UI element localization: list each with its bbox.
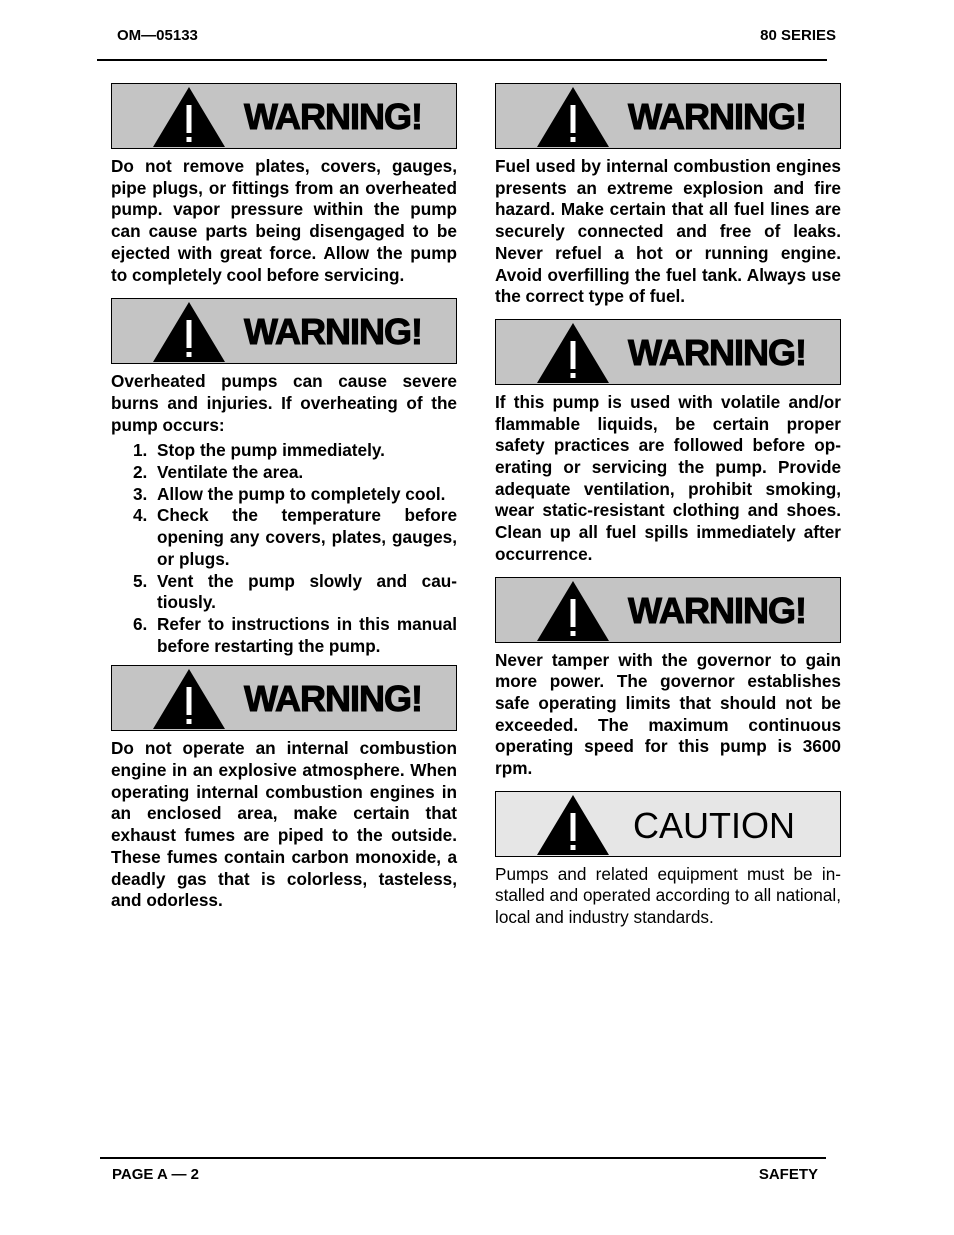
list-item xyxy=(111,462,457,484)
warning-triangle-icon xyxy=(152,301,226,363)
warning-text: Overheated pumps can cause severe burns and injuries. If overheating of the pump occurs: xyxy=(111,371,457,435)
header-doc-number: OM—05133 xyxy=(117,27,198,44)
sign-title: WARNING! xyxy=(628,96,806,137)
step-number: 3. xyxy=(133,483,148,504)
sign-title: WARNING! xyxy=(244,96,422,137)
warning-sign xyxy=(495,319,841,385)
warning-text: Never tamper with the governor to gain more power. The governor establishes safe operating limits that should not be exceeded. The maximum continuous operating speed for this pump is 3600 rpm. xyxy=(495,649,841,779)
step-text: Check the temperature before opening any covers, plates, gauges, or plugs. xyxy=(157,505,457,569)
caution-text: Pumps and related equipment must be installed and operated according to all national, local and industry standards. xyxy=(495,863,841,928)
warning-triangle-icon xyxy=(152,668,226,730)
step-text: Ventilate the area. xyxy=(157,462,304,483)
list-item xyxy=(111,484,457,506)
warning-text: If this pump is used with volatile and/or flammable liquids, be certain proper safety practices are followed before operating or servicing the pump. Provide adequate ventilation, prohibit smoking, wear static-resistant clothing and shoes. Clean up all fuel spills immediately after occurrence. xyxy=(495,391,841,564)
sign-title: CAUTION xyxy=(633,804,795,846)
footer-section: SAFETY xyxy=(758,1166,818,1183)
warning-sign xyxy=(111,298,457,364)
warning-triangle-icon xyxy=(536,322,610,384)
warning-sign xyxy=(495,577,841,643)
right-column xyxy=(495,83,841,929)
list-item xyxy=(111,571,457,614)
warning-text: Do not operate an internal combustion engine in an explosive atmosphere. When operating internal combustion engines in an enclosed area, make certain that exhaust fumes are piped to the outside. These fumes contain carbon monoxide, a deadly gas that is colorless, tasteless, and odorless. xyxy=(111,738,457,911)
warning-sign xyxy=(111,83,457,149)
warning-triangle-icon xyxy=(536,580,610,642)
caution-sign xyxy=(495,791,841,857)
warning-text: Fuel used by internal combustion engines presents an extreme explosion and fire hazard. Make certain that all fuel lines are securely connected and free of leaks. Never refuel a hot or running engine. Avoid overfilling the fuel tank. Always use the correct type of fuel. xyxy=(495,156,841,307)
warning-text: Do not remove plates, covers, gauges, pipe plugs, or fittings from an overheated pump. vapor pressure within the pump can cause parts being disengaged to be ejected with great force. Allow the pump to completely cool before servicing. xyxy=(111,156,457,285)
list-item xyxy=(111,614,457,657)
left-column xyxy=(111,83,457,912)
list-item xyxy=(111,505,457,570)
sign-title: WARNING! xyxy=(628,331,806,373)
list-item xyxy=(111,440,457,462)
sign-title: WARNING! xyxy=(244,678,422,720)
sign-title: WARNING! xyxy=(244,311,422,353)
step-text: Refer to instructions in this manual before restarting the pump. xyxy=(157,613,457,656)
overheating-steps-list xyxy=(111,440,457,657)
step-number: 6. xyxy=(133,613,148,634)
step-number: 4. xyxy=(133,505,148,526)
step-number: 1. xyxy=(133,440,148,461)
step-text: Stop the pump immediately. xyxy=(157,440,385,461)
footer-rule xyxy=(100,1157,826,1159)
step-number: 2. xyxy=(133,462,148,483)
warning-triangle-icon xyxy=(152,86,226,148)
warning-triangle-icon xyxy=(536,86,610,148)
step-number: 5. xyxy=(133,570,148,591)
warning-sign xyxy=(111,665,457,731)
header-series: 80 SERIES xyxy=(760,27,836,44)
caution-triangle-icon xyxy=(536,794,610,856)
step-text: Vent the pump slowly and cautiously. xyxy=(157,570,457,613)
footer-page-number: PAGE A — 2 xyxy=(112,1166,199,1183)
warning-sign xyxy=(495,83,841,149)
sign-title: WARNING! xyxy=(628,589,806,631)
step-text: Allow the pump to completely cool. xyxy=(157,483,446,504)
header-rule xyxy=(97,59,827,61)
